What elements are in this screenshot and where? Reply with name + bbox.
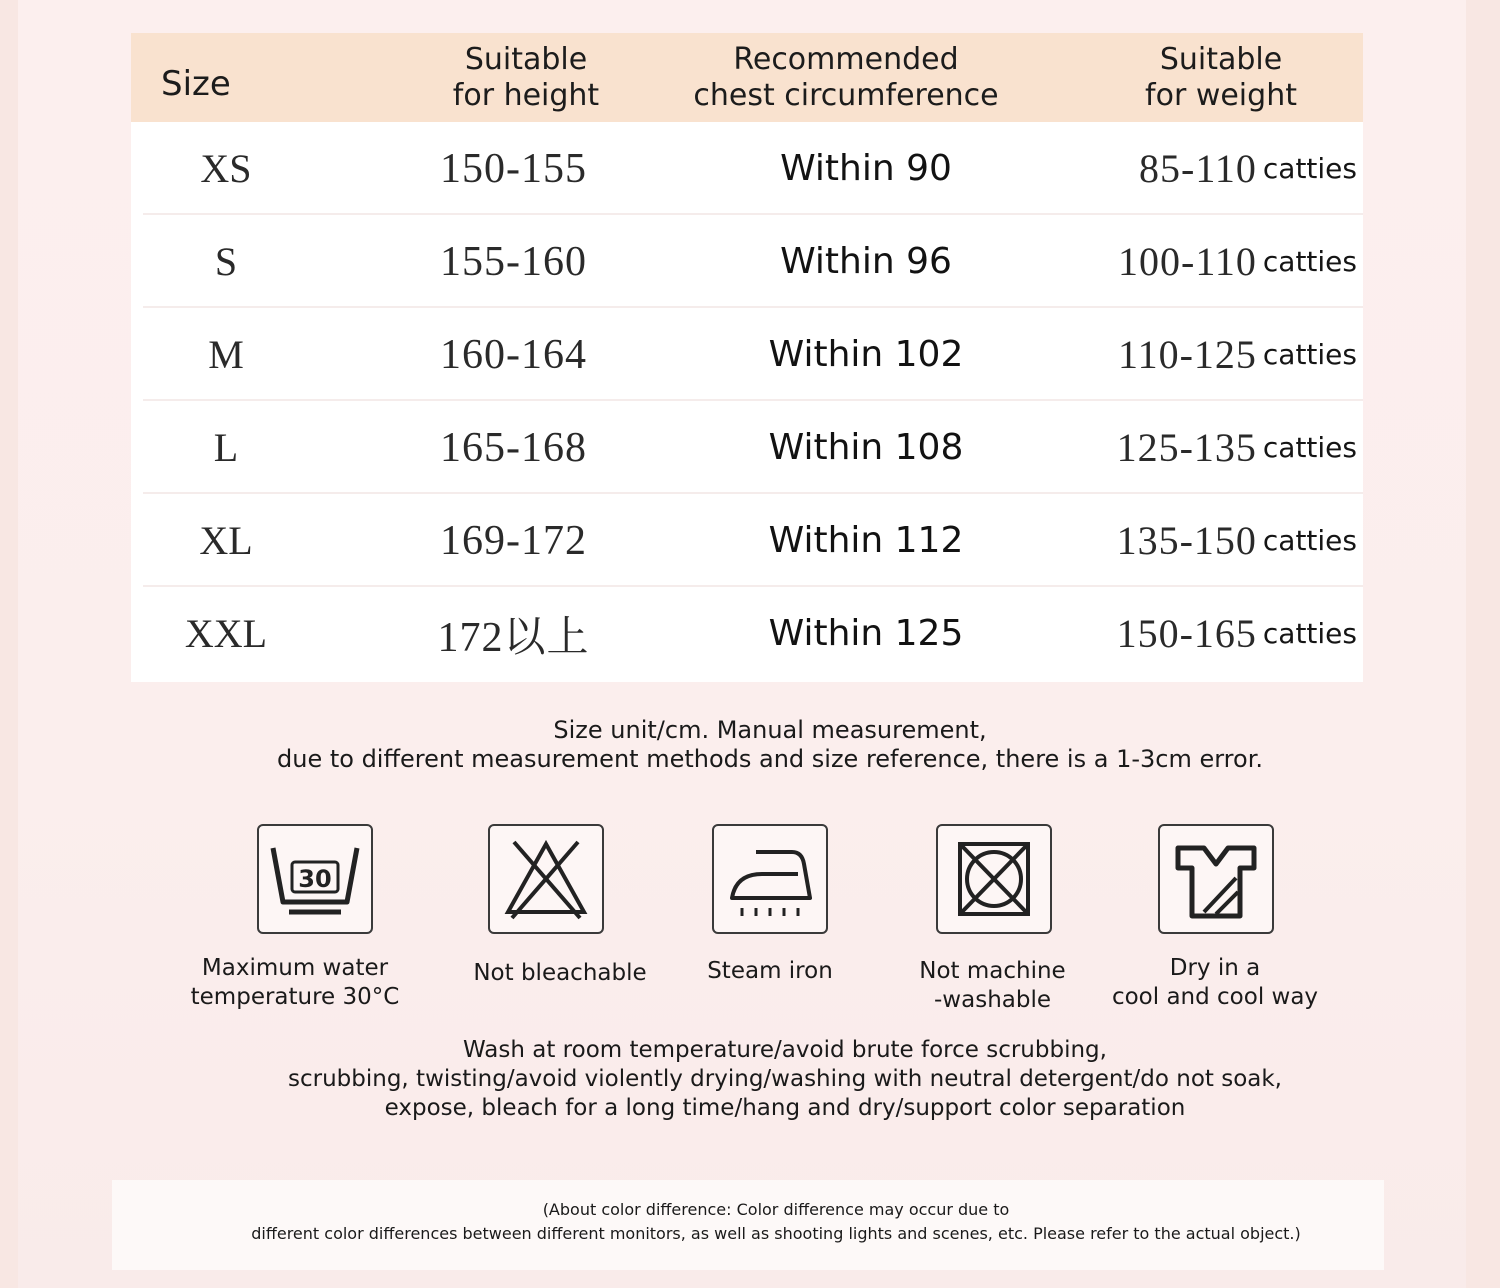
care-label-wash: Maximum water temperature 30°C xyxy=(190,955,400,1010)
cell-weight xyxy=(1091,122,1363,215)
cell-chest: Within 90 xyxy=(780,148,952,189)
weight-unit: catties xyxy=(1262,617,1357,650)
wash-30-icon xyxy=(257,824,373,934)
table-row xyxy=(131,308,1363,401)
weight-unit: catties xyxy=(1262,338,1357,371)
table-row xyxy=(131,122,1363,215)
header-chest-line1: Recommended xyxy=(733,41,959,77)
cell-size: M xyxy=(208,332,244,377)
weight-value: 85-110 xyxy=(1139,146,1257,191)
no-bleach-icon xyxy=(488,824,604,934)
header-weight xyxy=(1091,33,1351,122)
no-machine-wash-icon xyxy=(936,824,1052,934)
header-weight-line1: Suitable xyxy=(1159,41,1283,77)
care-label-iron: Steam iron xyxy=(707,958,833,984)
wash-instructions-line2: scrubbing, twisting/avoid violently drying/washing with neutral detergent/do not soak, xyxy=(288,1066,1282,1092)
cell-chest: Within 108 xyxy=(768,427,964,468)
care-label-machine-wash: Not machine -washable xyxy=(919,958,1066,1013)
measurement-note xyxy=(150,716,1390,774)
header-weight-line2: for weight xyxy=(1145,77,1297,113)
cell-chest: Within 112 xyxy=(768,520,964,561)
header-size xyxy=(161,33,301,128)
weight-unit: catties xyxy=(1262,152,1357,185)
table-row xyxy=(131,215,1363,308)
cell-size: XXL xyxy=(184,611,268,656)
weight-unit: catties xyxy=(1262,524,1357,557)
cell-size: XL xyxy=(199,518,253,563)
steam-iron-icon xyxy=(712,824,828,934)
measurement-note-line2: due to different measurement methods and size reference, there is a 1-3cm error. xyxy=(277,745,1263,773)
weight-value: 100-110 xyxy=(1118,239,1257,284)
cell-size: XS xyxy=(200,146,252,191)
header-height xyxy=(421,33,631,122)
cell-size: L xyxy=(213,425,239,470)
wash-instructions-line3: expose, bleach for a long time/hang and dry/support color separation xyxy=(384,1095,1186,1121)
cell-chest: Within 102 xyxy=(768,334,964,375)
header-chest xyxy=(671,33,1021,122)
cell-size: S xyxy=(214,239,238,284)
wash-instructions xyxy=(190,1036,1380,1123)
cell-height: 169-172 xyxy=(440,517,587,564)
weight-value: 150-165 xyxy=(1116,611,1257,656)
care-label-bleach: Not bleachable xyxy=(473,960,647,986)
cell-weight xyxy=(1091,308,1363,401)
size-table xyxy=(131,33,1363,682)
cell-weight xyxy=(1091,494,1363,587)
care-label-dry: Dry in a cool and cool way xyxy=(1111,955,1319,1010)
header-chest-line2: chest circumference xyxy=(693,77,999,113)
cell-chest: Within 96 xyxy=(780,241,952,282)
header-height-line1: Suitable xyxy=(464,41,588,77)
cell-height: 160-164 xyxy=(440,331,587,378)
weight-unit: catties xyxy=(1262,245,1357,278)
weight-value: 110-125 xyxy=(1118,332,1257,377)
table-row xyxy=(131,587,1363,680)
cell-weight xyxy=(1091,587,1363,680)
weight-unit: catties xyxy=(1262,431,1357,464)
cell-weight xyxy=(1091,401,1363,494)
table-body xyxy=(131,122,1363,682)
color-disclaimer xyxy=(140,1198,1412,1246)
table-row xyxy=(131,494,1363,587)
cell-height: 155-160 xyxy=(440,238,587,285)
cell-chest: Within 125 xyxy=(768,613,964,654)
cell-height: 172以上 xyxy=(437,614,590,661)
weight-value: 135-150 xyxy=(1116,518,1257,563)
measurement-note-line1: Size unit/cm. Manual measurement, xyxy=(553,716,987,744)
weight-value: 125-135 xyxy=(1116,425,1257,470)
table-header xyxy=(131,33,1363,122)
color-disclaimer-line2: different color differences between different monitors, as well as shooting lights and scenes, etc. Please refer to the actual object.) xyxy=(251,1224,1301,1243)
color-disclaimer-line1: (About color difference: Color difference may occur due to xyxy=(542,1200,1010,1219)
dry-in-shade-icon xyxy=(1158,824,1274,934)
cell-weight xyxy=(1091,215,1363,308)
cell-height: 150-155 xyxy=(440,145,587,192)
header-size-label: Size xyxy=(161,63,231,104)
svg-text:30: 30 xyxy=(298,865,332,893)
cell-height: 165-168 xyxy=(440,424,587,471)
wash-instructions-line1: Wash at room temperature/avoid brute force scrubbing, xyxy=(463,1037,1107,1063)
table-row xyxy=(131,401,1363,494)
header-height-line2: for height xyxy=(452,77,600,113)
